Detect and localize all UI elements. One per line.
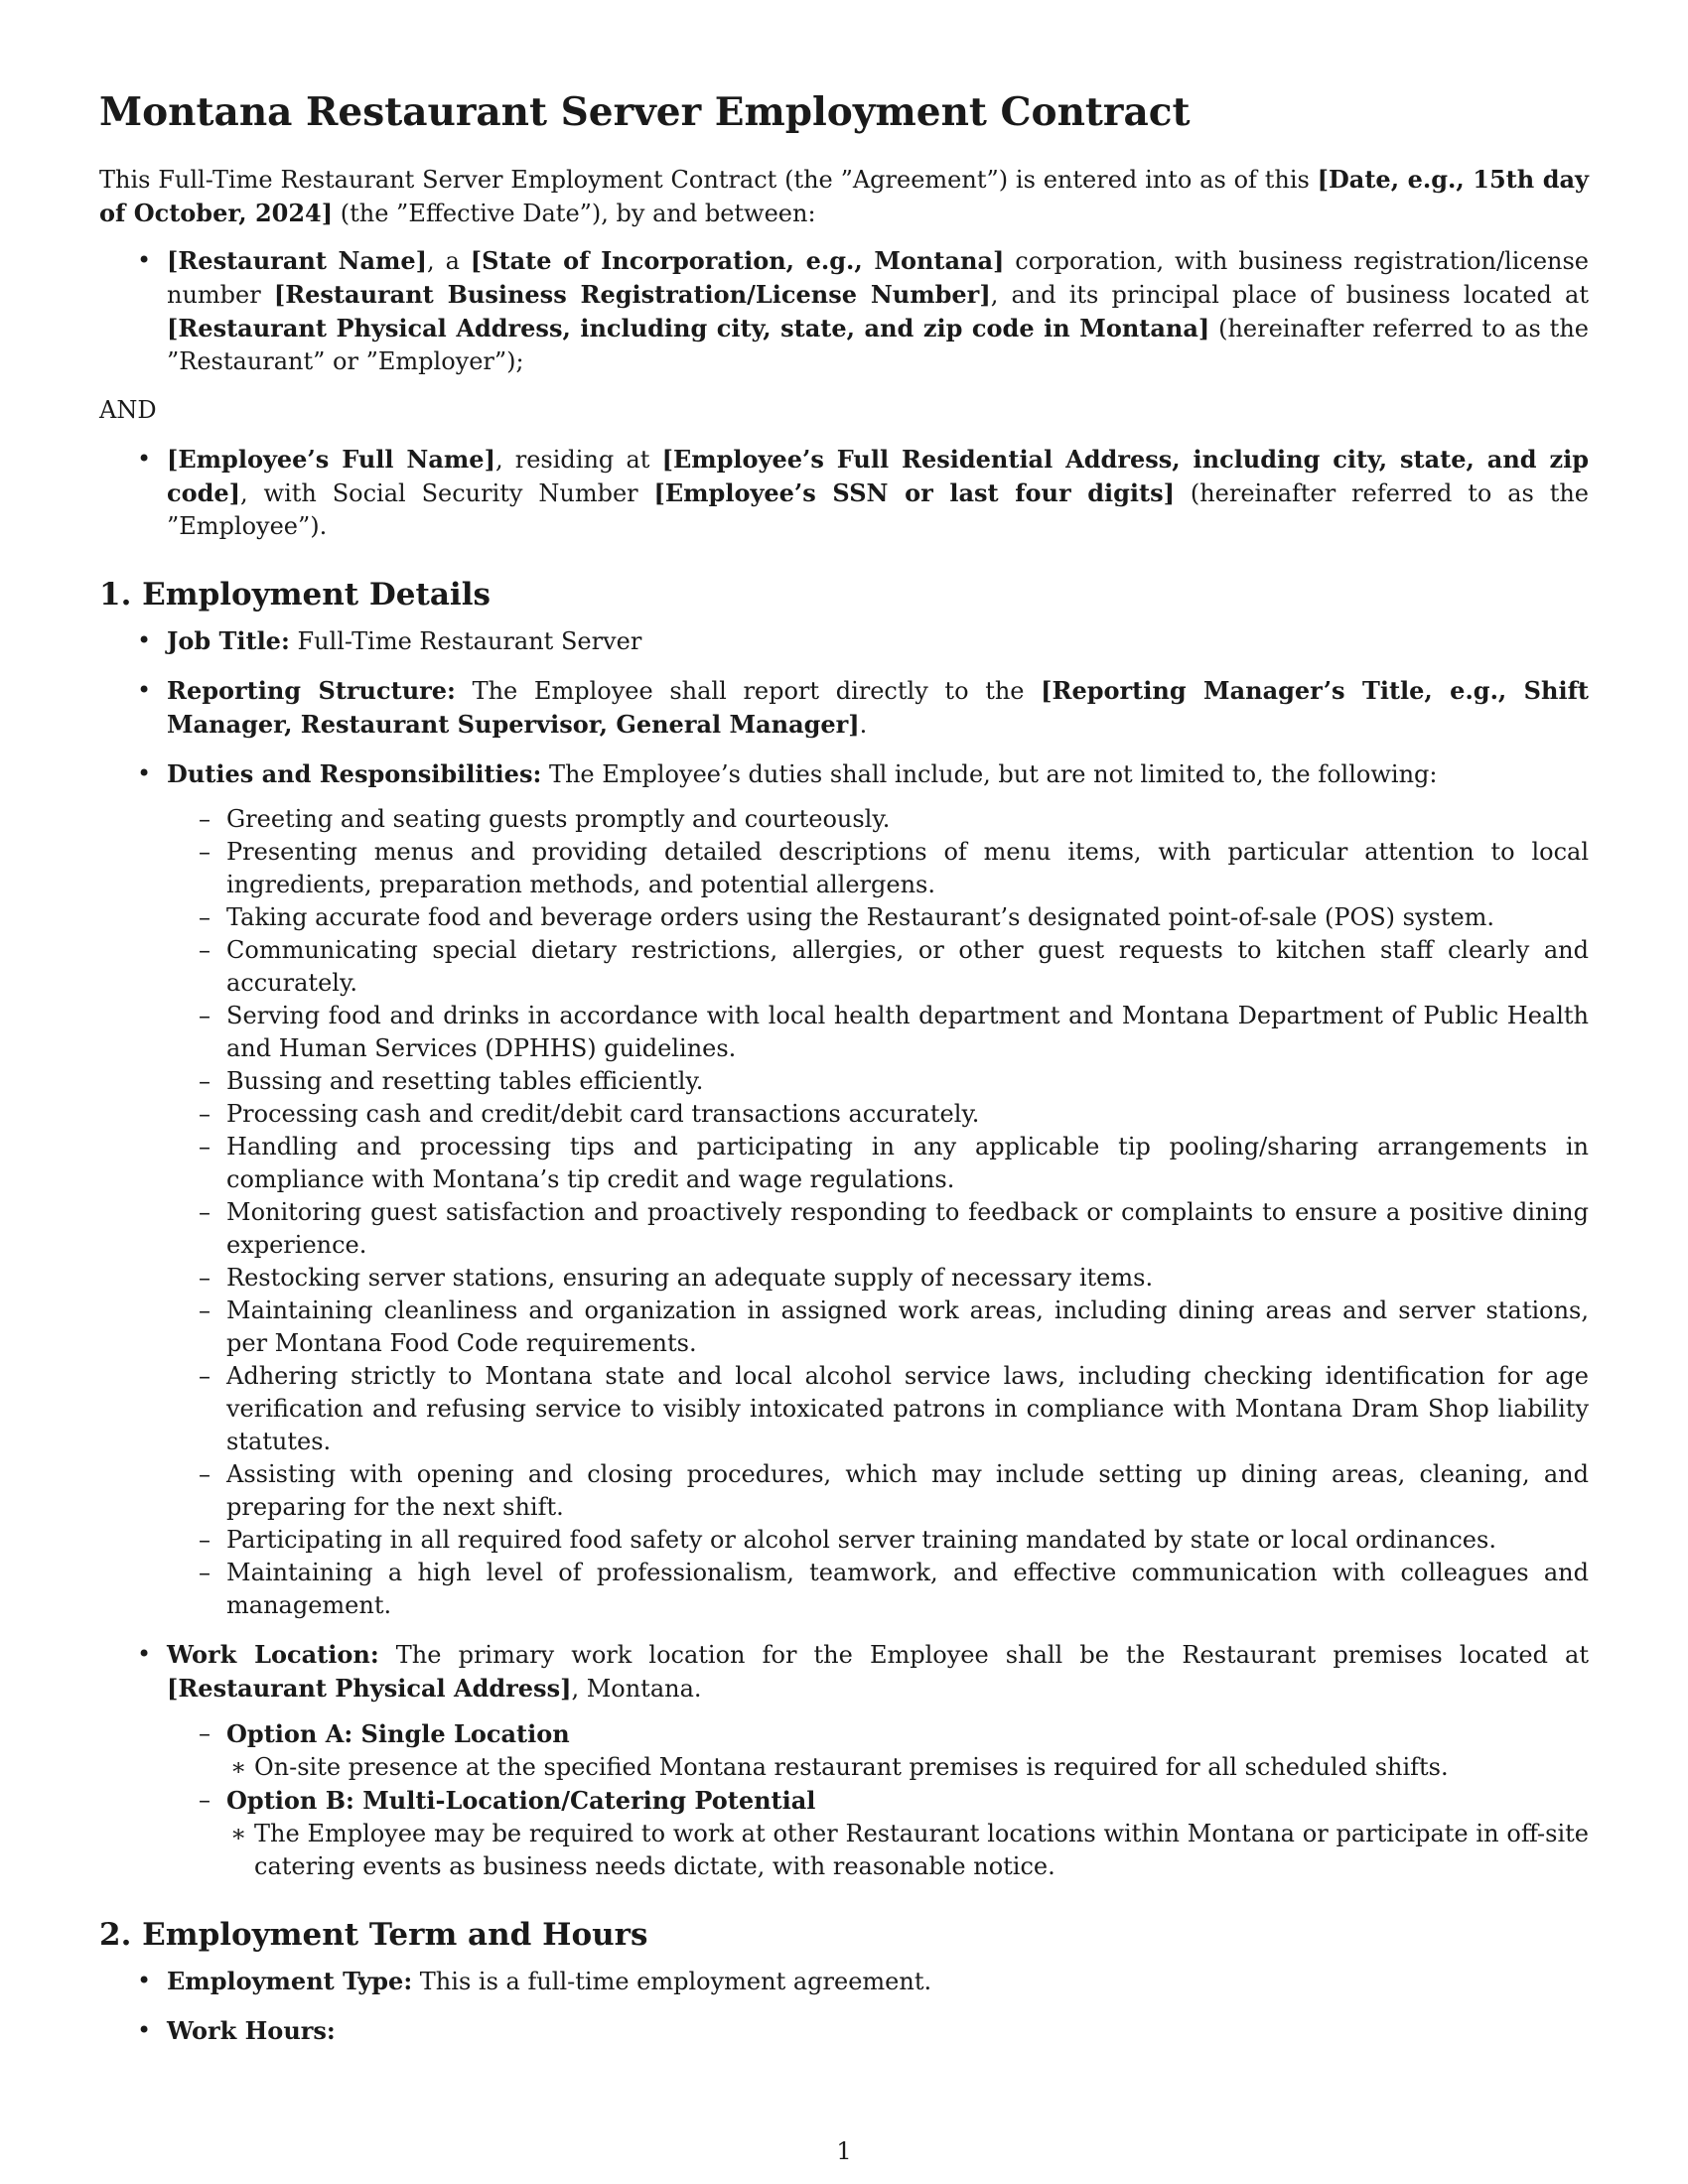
duty-item: – Maintaining a high level of professionalism, teamwork, and effective communication with colleagues and management. <box>167 1557 1589 1622</box>
intro-text-end: (the ”Effective Date”), by and between: <box>333 200 816 227</box>
duty-item: – Processing cash and credit/debit card transactions accurately. <box>167 1098 1589 1131</box>
option-a-text: ∗ On-site presence at the specified Montana restaurant premises is required for all scheduled shifts. <box>226 1751 1589 1784</box>
reporting-structure-label: Reporting Structure: <box>167 676 456 705</box>
employer-text: , and its principal place of business located at <box>990 281 1590 309</box>
section-heading-employment-term: 2. Employment Term and Hours <box>99 1917 648 1953</box>
restaurant-address-placeholder: [Restaurant Physical Address, including city, state, and zip code in Montana] <box>167 314 1210 342</box>
employer-text: corporation, with business registration/license number <box>167 247 1589 309</box>
employer-text: , a <box>427 247 471 275</box>
duty-item: – Maintaining cleanliness and organization in assigned work areas, including dining areas and server stations, per Montana Food Code requirements. <box>167 1295 1589 1360</box>
duty-item: – Communicating special dietary restrictions, allergies, or other guest requests to kitchen staff clearly and accurately. <box>167 934 1589 1000</box>
duty-item: – Participating in all required food safety or alcohol server training mandated by state or local ordinances. <box>167 1524 1589 1557</box>
employee-name-placeholder: [Employee’s Full Name] <box>167 445 495 474</box>
job-title-item <box>99 624 1589 658</box>
employer-party <box>99 244 1589 378</box>
duty-item: – Bussing and resetting tables efficiently. <box>167 1065 1589 1098</box>
reporting-structure-text: The Employee shall report directly to the <box>455 677 1042 705</box>
state-placeholder: [State of Incorporation, e.g., Montana] <box>470 246 1005 275</box>
duties-text: The Employee’s duties shall include, but are not limited to, the following: <box>541 760 1438 788</box>
option-b-item <box>167 1784 1589 1883</box>
employee-text: , residing at <box>494 446 662 474</box>
employment-type-text: This is a full-time employment agreement. <box>412 1968 932 1995</box>
document-title: Montana Restaurant Server Employment Contract <box>99 89 1191 135</box>
reporting-structure-end: . <box>859 711 868 739</box>
document-page <box>99 87 1589 2064</box>
option-a-label: Option A: Single Location <box>226 1719 570 1748</box>
registration-placeholder: [Restaurant Business Registration/License Number] <box>273 280 991 309</box>
section-heading-employment-details: 1. Employment Details <box>99 577 491 613</box>
intro-text: This Full-Time Restaurant Server Employment Contract (the ”Agreement”) is entered into as of this <box>99 166 1318 194</box>
work-location-label: Work Location: <box>167 1640 379 1669</box>
page-number: 1 <box>836 2137 852 2165</box>
duty-item: – Restocking server stations, ensuring an adequate supply of necessary items. <box>167 1262 1589 1295</box>
employee-party <box>99 443 1589 543</box>
work-location-address-placeholder: [Restaurant Physical Address] <box>167 1674 572 1703</box>
restaurant-name-placeholder: [Restaurant Name] <box>167 246 428 275</box>
job-title-label: Job Title: <box>167 626 290 655</box>
ssn-placeholder: [Employee’s SSN or last four digits] <box>653 478 1175 507</box>
manager-title-placeholder: [Reporting Manager’s Title, e.g., Shift Manager, Restaurant Supervisor, General Manager] <box>167 676 1589 739</box>
duty-item: – Assisting with opening and closing procedures, which may include setting up dining areas, cleaning, and preparing for the next shift. <box>167 1458 1589 1524</box>
employer-text: (hereinafter referred to as the ”Restaurant” or ”Employer”); <box>167 315 1589 375</box>
employee-text: , with Social Security Number <box>240 479 654 507</box>
duty-item: – Taking accurate food and beverage orders using the Restaurant’s designated point-of-sale (POS) system. <box>167 901 1589 934</box>
employment-term-list <box>99 1965 1589 2048</box>
duties-label: Duties and Responsibilities: <box>167 759 542 788</box>
employment-type-item <box>99 1965 1589 1998</box>
duty-item: – Handling and processing tips and participating in any applicable tip pooling/sharing arrangements in compliance with Montana’s tip credit and wage regulations. <box>167 1131 1589 1196</box>
job-title-value: Full-Time Restaurant Server <box>289 627 642 655</box>
work-hours-label: Work Hours: <box>167 2016 336 2045</box>
employee-text: (hereinafter referred to as the ”Employee”). <box>167 479 1589 540</box>
duty-item: – Monitoring guest satisfaction and proactively responding to feedback or complaints to ensure a positive dining experience. <box>167 1196 1589 1262</box>
intro-paragraph <box>99 163 1589 230</box>
reporting-structure-item <box>99 674 1589 742</box>
option-a-details <box>226 1751 1589 1784</box>
duties-item <box>99 757 1589 1622</box>
and-separator: AND <box>99 396 157 424</box>
duty-item: – Adhering strictly to Montana state and local alcohol service laws, including checking identification for age verification and refusing service to visibly intoxicated patrons in compliance with Montana Dram Shop liability statutes. <box>167 1360 1589 1458</box>
duties-list <box>167 803 1589 1622</box>
option-a-item <box>167 1717 1589 1784</box>
employer-party-list <box>99 244 1589 378</box>
employee-party-list <box>99 443 1589 543</box>
employment-type-label: Employment Type: <box>167 1967 413 1995</box>
duty-item: – Greeting and seating guests promptly and courteously. <box>167 803 1589 836</box>
option-b-label: Option B: Multi-Location/Catering Potential <box>226 1786 816 1815</box>
option-b-text: ∗ The Employee may be required to work at other Restaurant locations within Montana or participate in off-site catering events as business needs dictate, with reasonable notice. <box>226 1818 1589 1883</box>
effective-date-placeholder: [Date, e.g., 15th day of October, 2024] <box>99 165 1590 227</box>
employment-details-list <box>99 624 1589 1883</box>
work-location-end: , Montana. <box>571 1675 702 1703</box>
option-b-details <box>226 1818 1589 1883</box>
duty-item: – Serving food and drinks in accordance with local health department and Montana Department of Public Health and Human Services (DPHHS) guidelines. <box>167 1000 1589 1065</box>
work-location-item <box>99 1638 1589 1883</box>
work-location-text: The primary work location for the Employee shall be the Restaurant premises located at <box>378 1641 1589 1669</box>
work-hours-item <box>99 2014 1589 2048</box>
duty-item: – Presenting menus and providing detailed descriptions of menu items, with particular attention to local ingredients, preparation methods, and potential allergens. <box>167 836 1589 901</box>
employee-address-placeholder: [Employee’s Full Residential Address, including city, state, and zip code] <box>167 445 1590 507</box>
location-options-list <box>167 1717 1589 1883</box>
